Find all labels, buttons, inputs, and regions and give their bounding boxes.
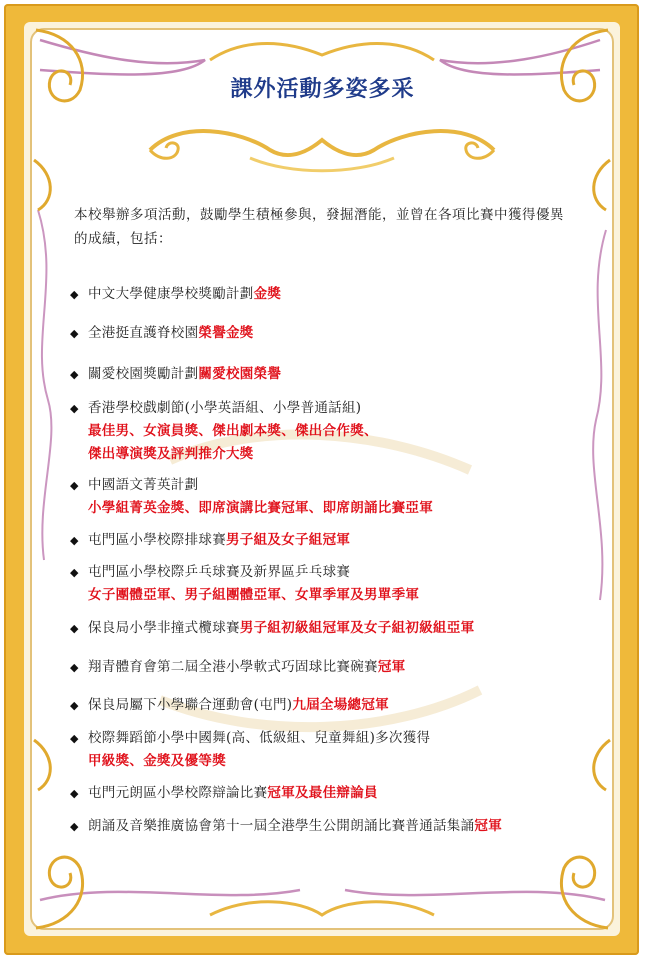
list-item <box>70 617 600 640</box>
list-item-text: 翔青體育會第二屆全港小學軟式巧固球比賽碗賽 <box>88 659 378 675</box>
list-item-text: 屯門區小學校際乒乓球賽及新界區乒乓球賽 <box>88 564 351 580</box>
list-item-text: 朗誦及音樂推廣協會第十一屆全港學生公開朗誦比賽普通話集誦 <box>88 818 475 834</box>
intro-paragraph: 本校舉辦多項活動，鼓勵學生積極參與，發掘潛能，並曾在各項比賽中獲得優異的成績，包括： <box>74 207 564 247</box>
award-detail-line: 小學組菁英金獎、即席演講比賽冠軍、即席朗誦比賽亞軍 <box>88 500 433 516</box>
list-item <box>70 694 600 717</box>
diamond-bullet-icon: ◆ <box>70 534 79 547</box>
award-highlight: 榮譽金獎 <box>198 325 254 341</box>
list-item-text: 保良局屬下小學聯合運動會(屯門) <box>88 697 293 713</box>
diamond-bullet-icon: ◆ <box>70 820 79 833</box>
list-item <box>70 397 600 466</box>
list-item-text: 屯門元朗區小學校際辯論比賽 <box>88 785 268 801</box>
list-item-text: 中國語文菁英計劃 <box>88 477 199 493</box>
award-highlight: 男子組及女子組冠軍 <box>226 532 351 548</box>
list-item <box>70 782 600 805</box>
award-highlight: 九屆全場總冠軍 <box>292 697 389 713</box>
diamond-bullet-icon: ◆ <box>70 368 79 381</box>
diamond-bullet-icon: ◆ <box>70 566 79 579</box>
list-item-text: 保良局小學非撞式欖球賽 <box>88 620 240 636</box>
diamond-bullet-icon: ◆ <box>70 661 79 674</box>
diamond-bullet-icon: ◆ <box>70 699 79 712</box>
list-item-text: 香港學校戲劇節(小學英語組、小學普通話組) <box>88 400 362 416</box>
award-highlight: 男子組初級組冠軍及女子組初級組亞軍 <box>239 620 475 636</box>
award-highlight: 關愛校園榮譽 <box>198 366 282 382</box>
list-item-text: 校際舞蹈節小學中國舞(高、低級組、兒童舞組)多次獲得 <box>88 730 431 746</box>
award-highlight: 冠軍 <box>377 659 406 675</box>
diamond-bullet-icon: ◆ <box>70 288 79 301</box>
award-highlight: 冠軍及最佳辯論員 <box>267 785 378 801</box>
award-detail-line: 女子團體亞軍、男子組團體亞軍、女單季軍及男單季軍 <box>88 587 420 603</box>
award-highlight: 冠軍 <box>474 818 503 834</box>
list-item <box>70 474 600 520</box>
list-item <box>70 815 600 838</box>
diamond-bullet-icon: ◆ <box>70 402 79 415</box>
list-item-text: 屯門區小學校際排球賽 <box>88 532 226 548</box>
list-item <box>70 561 600 607</box>
diamond-bullet-icon: ◆ <box>70 479 79 492</box>
list-item-text: 中文大學健康學校獎勵計劃 <box>88 286 254 302</box>
diamond-bullet-icon: ◆ <box>70 732 79 745</box>
award-highlight: 金獎 <box>253 286 282 302</box>
list-item <box>70 727 600 773</box>
list-item <box>70 283 600 306</box>
diamond-bullet-icon: ◆ <box>70 622 79 635</box>
diamond-bullet-icon: ◆ <box>70 787 79 800</box>
award-detail-line: 傑出導演獎及評判推介大獎 <box>88 446 254 462</box>
list-item <box>70 656 600 679</box>
award-detail-line: 甲級獎、金獎及優等獎 <box>88 753 226 769</box>
diamond-bullet-icon: ◆ <box>70 327 79 340</box>
list-item <box>70 529 600 552</box>
page-title: 課外活動多姿多采 <box>230 77 415 102</box>
award-detail-line: 最佳男、女演員獎、傑出劇本獎、傑出合作獎、 <box>88 423 378 439</box>
list-item <box>70 322 600 345</box>
list-item-text: 全港挺直護脊校園 <box>88 325 199 341</box>
list-item-text: 關愛校園獎勵計劃 <box>88 366 199 382</box>
list-item <box>70 363 600 386</box>
